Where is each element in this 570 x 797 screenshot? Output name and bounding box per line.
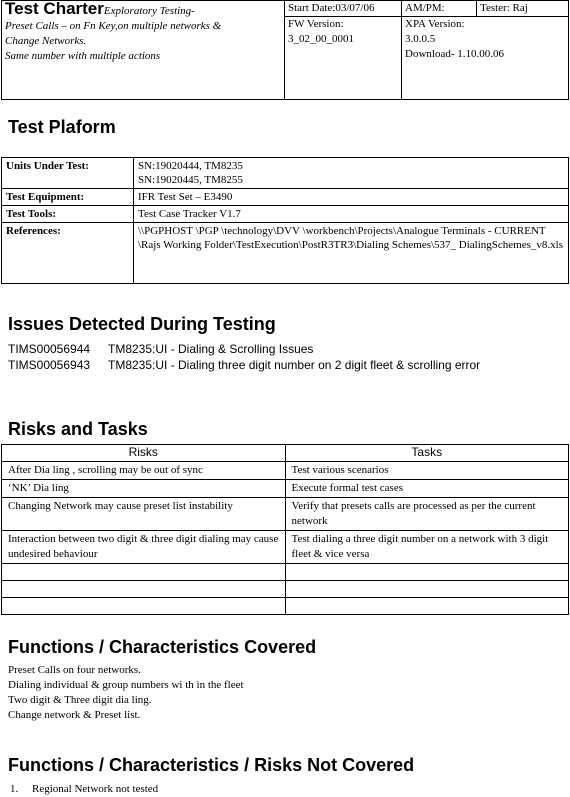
table-row: [2, 158, 569, 189]
issues-list: [8, 341, 480, 373]
table-row-empty: [2, 564, 569, 581]
fw-version-cell: [285, 17, 402, 100]
risk-cell: ‘NK’ Dia ling: [2, 480, 286, 498]
risk-cell: After Dia ling , scrolling may be out of sync: [2, 462, 286, 480]
not-covered-heading: Functions / Characteristics / Risks Not Covered: [8, 755, 415, 775]
platform-value: \\PGPHOST \PGP \technology\DVV \workbench\Projects\Analogue Terminals - CURRENT \Rajs Working Folder\TestExecution\PostR3TR3\Dialing Schemes\537_ DialingSchemes_v8.xls: [134, 223, 569, 284]
charter-cell: [2, 1, 285, 100]
table-row: [2, 480, 569, 498]
task-cell: Test various scenarios: [285, 462, 569, 480]
list-item: [8, 341, 480, 357]
charter-title: Test Charter: [5, 0, 104, 18]
risk-cell: Changing Network may cause preset list instability: [2, 498, 286, 531]
table-row: [2, 189, 569, 206]
platform-heading: Test Plaform: [8, 117, 116, 137]
issue-id: TIMS00056944: [8, 342, 91, 356]
list-item: [10, 782, 158, 797]
platform-label: References:: [2, 223, 134, 284]
risk-cell: Interaction between two digit & three digit dialing may cause undesired behaviour: [2, 531, 286, 564]
charter-table: [1, 0, 569, 100]
list-item: [8, 357, 480, 373]
issue-text: TM8235:UI - Dialing three digit number on 2 digit fleet & scrolling error: [108, 358, 481, 372]
covered-heading: Functions / Characteristics Covered: [8, 637, 317, 657]
covered-list: [8, 663, 244, 723]
platform-label: Units Under Test:: [2, 158, 134, 189]
empty-cell: [2, 598, 286, 615]
xpa-version-label: XPA Version:: [405, 18, 465, 30]
empty-cell: [2, 564, 286, 581]
platform-label: Test Equipment:: [2, 189, 134, 206]
table-row: [2, 206, 569, 223]
platform-value-line: SN:19020444, TM8235: [138, 160, 243, 172]
platform-value-line: SN:19020445, TM8255: [138, 174, 243, 186]
empty-cell: [2, 581, 286, 598]
list-item: Two digit & Three digit dia ling.: [8, 694, 152, 706]
task-cell: Execute formal test cases: [285, 480, 569, 498]
table-row: [2, 498, 569, 531]
start-date: Start Date:03/07/06: [285, 1, 402, 17]
table-row-empty: [2, 598, 569, 615]
platform-table: [1, 157, 569, 284]
xpa-version-cell: [402, 17, 569, 100]
table-row: [2, 462, 569, 480]
xpa-version-value: 3.0.0.5: [405, 33, 436, 45]
charter-desc-line-3: Same number with multiple actions: [5, 50, 161, 62]
am-pm: AM/PM:: [402, 1, 477, 17]
table-row: [2, 223, 569, 284]
list-text: Regional Network not tested: [32, 783, 159, 795]
table-header-row: [2, 445, 569, 462]
platform-value: Test Case Tracker V1.7: [134, 206, 569, 223]
platform-value: [134, 158, 569, 189]
column-header-risks: Risks: [2, 445, 286, 462]
empty-cell: [285, 581, 569, 598]
empty-cell: [285, 598, 569, 615]
fw-version-value: 3_02_00_0001: [288, 33, 354, 45]
task-cell: Test dialing a three digit number on a network with 3 digit fleet & vice versa: [285, 531, 569, 564]
list-item: Preset Calls on four networks.: [8, 664, 141, 676]
tester: Tester: Raj: [477, 1, 569, 17]
list-item: Dialing individual & group numbers wi th in the fleet: [8, 679, 244, 691]
issues-heading: Issues Detected During Testing: [8, 314, 276, 334]
download-version: Download- 1.10.00.06: [405, 48, 504, 60]
not-covered-list: [10, 782, 158, 797]
list-number: 1.: [10, 783, 19, 795]
list-item: Change network & Preset list.: [8, 709, 141, 721]
table-row-empty: [2, 581, 569, 598]
charter-subtitle: Exploratory Testing-: [103, 5, 195, 17]
empty-cell: [285, 564, 569, 581]
table-row: [2, 531, 569, 564]
platform-value: IFR Test Set – E3490: [134, 189, 569, 206]
issue-text: TM8235:UI - Dialing & Scrolling Issues: [108, 342, 314, 356]
risks-table: [1, 444, 569, 615]
column-header-tasks: Tasks: [285, 445, 569, 462]
platform-label: Test Tools:: [2, 206, 134, 223]
risks-heading: Risks and Tasks: [8, 419, 148, 439]
issue-id: TIMS00056943: [8, 358, 91, 372]
fw-version-label: FW Version:: [288, 18, 344, 30]
charter-desc-line-1: Preset Calls – on Fn Key,on multiple networks &: [5, 20, 222, 32]
charter-desc-line-2: Change Networks.: [5, 35, 87, 47]
task-cell: Verify that presets calls are processed as per the current network: [285, 498, 569, 531]
